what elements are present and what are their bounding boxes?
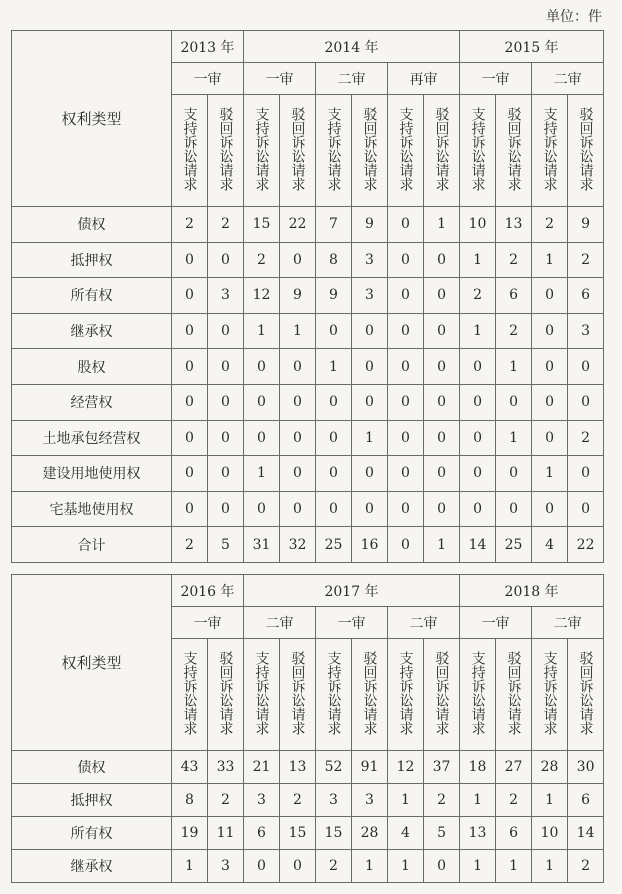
count-cell: 0: [424, 850, 460, 883]
result-column-label: 驳回诉讼请求: [433, 650, 450, 735]
count-cell: 0: [424, 384, 460, 420]
result-column-header: [496, 639, 532, 751]
count-cell: 1: [496, 349, 532, 385]
table-row: [12, 242, 604, 278]
count-cell: 1: [280, 313, 316, 349]
count-cell: 0: [352, 384, 388, 420]
count-cell: 1: [316, 349, 352, 385]
count-cell: 0: [388, 384, 424, 420]
count-cell: 0: [352, 456, 388, 492]
trial-level-header: 一审: [172, 607, 244, 639]
count-cell: 0: [172, 278, 208, 314]
trial-level-header: 一审: [460, 63, 532, 95]
result-column-header: [244, 639, 280, 751]
result-column-label: 驳回诉讼请求: [361, 106, 378, 191]
count-cell: 11: [208, 817, 244, 850]
count-cell: 1: [532, 242, 568, 278]
count-cell: 9: [316, 278, 352, 314]
count-cell: 13: [460, 817, 496, 850]
count-cell: 13: [496, 207, 532, 243]
count-cell: 0: [244, 349, 280, 385]
trial-level-header: 二审: [316, 63, 388, 95]
right-type-cell: 抵押权: [12, 242, 172, 278]
trial-level-header: 一审: [244, 63, 316, 95]
result-column-header: [280, 95, 316, 207]
count-cell: 25: [316, 527, 352, 563]
count-cell: 0: [316, 313, 352, 349]
count-cell: 0: [208, 420, 244, 456]
count-cell: 0: [316, 420, 352, 456]
count-cell: 0: [532, 278, 568, 314]
table-row: [12, 420, 604, 456]
count-cell: 3: [208, 278, 244, 314]
count-cell: 18: [460, 751, 496, 784]
right-type-cell: 所有权: [12, 278, 172, 314]
count-cell: 2: [532, 207, 568, 243]
right-type-cell: 继承权: [12, 850, 172, 883]
count-cell: 0: [172, 349, 208, 385]
count-cell: 2: [172, 207, 208, 243]
count-cell: 0: [460, 420, 496, 456]
table-row: [12, 207, 604, 243]
count-cell: 0: [244, 420, 280, 456]
result-column-label: 驳回诉讼请求: [217, 106, 234, 191]
result-column-label: 驳回诉讼请求: [289, 106, 306, 191]
count-cell: 0: [388, 242, 424, 278]
count-cell: 32: [280, 527, 316, 563]
count-cell: 0: [244, 850, 280, 883]
right-type-cell: 债权: [12, 207, 172, 243]
count-cell: 30: [568, 751, 604, 784]
result-column-header: [460, 639, 496, 751]
count-cell: 2: [208, 207, 244, 243]
count-cell: 0: [496, 491, 532, 527]
count-cell: 1: [460, 313, 496, 349]
count-cell: 0: [208, 313, 244, 349]
count-cell: 3: [208, 850, 244, 883]
right-type-cell: 抵押权: [12, 784, 172, 817]
count-cell: 5: [424, 817, 460, 850]
right-type-cell: 股权: [12, 349, 172, 385]
count-cell: 3: [352, 784, 388, 817]
count-cell: 4: [532, 527, 568, 563]
table-row: [12, 384, 604, 420]
count-cell: 0: [496, 384, 532, 420]
count-cell: 52: [316, 751, 352, 784]
count-cell: 0: [532, 491, 568, 527]
count-cell: 0: [388, 207, 424, 243]
count-cell: 2: [244, 242, 280, 278]
result-column-label: 支持诉讼请求: [181, 650, 198, 735]
result-column-header: [208, 95, 244, 207]
count-cell: 0: [424, 456, 460, 492]
count-cell: 2: [496, 242, 532, 278]
count-cell: 7: [316, 207, 352, 243]
count-cell: 0: [280, 491, 316, 527]
count-cell: 0: [460, 349, 496, 385]
result-column-header: [424, 639, 460, 751]
count-cell: 14: [460, 527, 496, 563]
count-cell: 15: [280, 817, 316, 850]
count-cell: 33: [208, 751, 244, 784]
count-cell: 2: [208, 784, 244, 817]
result-column-header: [316, 639, 352, 751]
count-cell: 0: [424, 242, 460, 278]
count-cell: 0: [460, 456, 496, 492]
count-cell: 0: [424, 420, 460, 456]
count-cell: 0: [388, 278, 424, 314]
count-cell: 0: [280, 456, 316, 492]
count-cell: 0: [532, 420, 568, 456]
count-cell: 0: [316, 491, 352, 527]
count-cell: 0: [280, 420, 316, 456]
count-cell: 1: [388, 784, 424, 817]
count-cell: 0: [172, 420, 208, 456]
table-row: [12, 456, 604, 492]
year-header: 2013 年: [172, 31, 244, 63]
year-header: 2016 年: [172, 575, 244, 607]
count-cell: 0: [172, 456, 208, 492]
count-cell: 0: [388, 313, 424, 349]
count-cell: 0: [208, 384, 244, 420]
right-type-cell: 合计: [12, 527, 172, 563]
count-cell: 0: [172, 491, 208, 527]
count-cell: 0: [424, 313, 460, 349]
result-column-label: 驳回诉讼请求: [217, 650, 234, 735]
count-cell: 9: [280, 278, 316, 314]
result-column-header: [496, 95, 532, 207]
count-cell: 8: [316, 242, 352, 278]
result-column-header: [460, 95, 496, 207]
count-cell: 0: [388, 491, 424, 527]
count-cell: 0: [388, 456, 424, 492]
count-cell: 3: [244, 784, 280, 817]
result-column-header: [208, 639, 244, 751]
count-cell: 1: [388, 850, 424, 883]
corner-header: 权利类型: [12, 575, 172, 751]
count-cell: 31: [244, 527, 280, 563]
result-column-header: [388, 95, 424, 207]
count-cell: 0: [532, 313, 568, 349]
count-cell: 1: [460, 784, 496, 817]
count-cell: 16: [352, 527, 388, 563]
result-column-header: [244, 95, 280, 207]
count-cell: 0: [172, 242, 208, 278]
trial-level-header: 一审: [316, 607, 388, 639]
count-cell: 91: [352, 751, 388, 784]
count-cell: 14: [568, 817, 604, 850]
count-cell: 1: [244, 456, 280, 492]
count-cell: 3: [352, 242, 388, 278]
count-cell: 0: [244, 384, 280, 420]
trial-level-header: 二审: [244, 607, 316, 639]
count-cell: 1: [532, 784, 568, 817]
count-cell: 22: [568, 527, 604, 563]
year-header-row: [12, 575, 604, 607]
count-cell: 6: [568, 278, 604, 314]
result-column-header: [568, 639, 604, 751]
count-cell: 2: [496, 313, 532, 349]
result-column-label: 支持诉讼请求: [541, 106, 558, 191]
result-column-header: [316, 95, 352, 207]
count-cell: 0: [460, 384, 496, 420]
year-header: 2018 年: [460, 575, 604, 607]
count-cell: 1: [532, 850, 568, 883]
count-cell: 6: [568, 784, 604, 817]
count-cell: 2: [280, 784, 316, 817]
count-cell: 0: [388, 349, 424, 385]
count-cell: 0: [424, 278, 460, 314]
table-row: [12, 349, 604, 385]
count-cell: 0: [208, 491, 244, 527]
case-table-2013-2015: [11, 30, 604, 563]
result-column-label: 驳回诉讼请求: [433, 106, 450, 191]
count-cell: 1: [532, 456, 568, 492]
count-cell: 2: [424, 784, 460, 817]
corner-header: 权利类型: [12, 31, 172, 207]
count-cell: 0: [460, 491, 496, 527]
count-cell: 2: [568, 420, 604, 456]
count-cell: 28: [532, 751, 568, 784]
result-column-header: [280, 639, 316, 751]
table-body: [12, 751, 604, 883]
count-cell: 8: [172, 784, 208, 817]
count-cell: 0: [208, 349, 244, 385]
count-cell: 2: [568, 242, 604, 278]
count-cell: 21: [244, 751, 280, 784]
count-cell: 2: [316, 850, 352, 883]
count-cell: 6: [244, 817, 280, 850]
table-row: [12, 278, 604, 314]
count-cell: 0: [388, 527, 424, 563]
count-cell: 0: [568, 456, 604, 492]
count-cell: 1: [424, 527, 460, 563]
count-cell: 9: [352, 207, 388, 243]
table-row: [12, 751, 604, 784]
count-cell: 2: [568, 850, 604, 883]
count-cell: 0: [316, 384, 352, 420]
result-column-label: 支持诉讼请求: [469, 650, 486, 735]
result-column-label: 支持诉讼请求: [397, 106, 414, 191]
table-row: [12, 527, 604, 563]
count-cell: 5: [208, 527, 244, 563]
count-cell: 0: [352, 491, 388, 527]
result-column-label: 支持诉讼请求: [325, 106, 342, 191]
result-column-header: [424, 95, 460, 207]
count-cell: 1: [172, 850, 208, 883]
right-type-cell: 债权: [12, 751, 172, 784]
result-column-label: 驳回诉讼请求: [577, 650, 594, 735]
result-column-label: 驳回诉讼请求: [505, 650, 522, 735]
count-cell: 27: [496, 751, 532, 784]
trial-level-header: 二审: [532, 607, 604, 639]
right-type-cell: 所有权: [12, 817, 172, 850]
count-cell: 0: [280, 850, 316, 883]
count-cell: 1: [496, 420, 532, 456]
count-cell: 1: [352, 850, 388, 883]
table-row: [12, 850, 604, 883]
count-cell: 15: [244, 207, 280, 243]
result-column-label: 支持诉讼请求: [181, 106, 198, 191]
trial-level-header: 二审: [532, 63, 604, 95]
table-body: [12, 207, 604, 563]
trial-level-header: 一审: [460, 607, 532, 639]
count-cell: 0: [172, 313, 208, 349]
count-cell: 4: [388, 817, 424, 850]
right-type-cell: 继承权: [12, 313, 172, 349]
count-cell: 2: [172, 527, 208, 563]
result-column-label: 支持诉讼请求: [397, 650, 414, 735]
result-column-header: [532, 95, 568, 207]
count-cell: 6: [496, 817, 532, 850]
count-cell: 0: [316, 456, 352, 492]
table-row: [12, 313, 604, 349]
count-cell: 15: [316, 817, 352, 850]
count-cell: 0: [568, 384, 604, 420]
count-cell: 0: [280, 242, 316, 278]
count-cell: 43: [172, 751, 208, 784]
result-column-header: [532, 639, 568, 751]
right-type-cell: 经营权: [12, 384, 172, 420]
count-cell: 2: [460, 278, 496, 314]
count-cell: 1: [244, 313, 280, 349]
right-type-cell: 土地承包经营权: [12, 420, 172, 456]
count-cell: 0: [208, 456, 244, 492]
count-cell: 9: [568, 207, 604, 243]
result-column-header: [352, 95, 388, 207]
count-cell: 2: [496, 784, 532, 817]
result-column-label: 支持诉讼请求: [469, 106, 486, 191]
unit-label: 单位：件: [546, 9, 602, 25]
count-cell: 0: [496, 456, 532, 492]
count-cell: 1: [352, 420, 388, 456]
count-cell: 1: [460, 850, 496, 883]
count-cell: 25: [496, 527, 532, 563]
count-cell: 0: [244, 491, 280, 527]
count-cell: 0: [208, 242, 244, 278]
result-column-header: [172, 639, 208, 751]
result-column-label: 支持诉讼请求: [253, 650, 270, 735]
count-cell: 0: [424, 349, 460, 385]
result-column-header: [172, 95, 208, 207]
count-cell: 12: [388, 751, 424, 784]
count-cell: 0: [568, 491, 604, 527]
trial-level-header: 再审: [388, 63, 460, 95]
count-cell: 12: [244, 278, 280, 314]
right-type-cell: 宅基地使用权: [12, 491, 172, 527]
count-cell: 0: [280, 349, 316, 385]
count-cell: 0: [352, 349, 388, 385]
right-type-cell: 建设用地使用权: [12, 456, 172, 492]
count-cell: 13: [280, 751, 316, 784]
count-cell: 37: [424, 751, 460, 784]
result-column-label: 支持诉讼请求: [325, 650, 342, 735]
year-header: 2014 年: [244, 31, 460, 63]
count-cell: 6: [496, 278, 532, 314]
trial-level-header: 一审: [172, 63, 244, 95]
result-column-label: 支持诉讼请求: [541, 650, 558, 735]
case-table-2016-2018: [11, 574, 604, 883]
count-cell: 0: [568, 349, 604, 385]
result-column-label: 驳回诉讼请求: [361, 650, 378, 735]
count-cell: 3: [352, 278, 388, 314]
table-row: [12, 491, 604, 527]
count-cell: 1: [460, 242, 496, 278]
count-cell: 0: [172, 384, 208, 420]
table-row: [12, 784, 604, 817]
count-cell: 1: [496, 850, 532, 883]
result-column-label: 驳回诉讼请求: [289, 650, 306, 735]
result-column-label: 驳回诉讼请求: [577, 106, 594, 191]
count-cell: 0: [532, 384, 568, 420]
count-cell: 0: [388, 420, 424, 456]
count-cell: 0: [424, 491, 460, 527]
result-column-header: [568, 95, 604, 207]
count-cell: 28: [352, 817, 388, 850]
year-header-row: [12, 31, 604, 63]
table-row: [12, 817, 604, 850]
count-cell: 0: [280, 384, 316, 420]
count-cell: 19: [172, 817, 208, 850]
count-cell: 3: [316, 784, 352, 817]
result-column-label: 驳回诉讼请求: [505, 106, 522, 191]
count-cell: 10: [460, 207, 496, 243]
result-column-header: [388, 639, 424, 751]
count-cell: 10: [532, 817, 568, 850]
result-column-label: 支持诉讼请求: [253, 106, 270, 191]
count-cell: 3: [568, 313, 604, 349]
count-cell: 0: [352, 313, 388, 349]
count-cell: 0: [532, 349, 568, 385]
trial-level-header: 二审: [388, 607, 460, 639]
result-column-header: [352, 639, 388, 751]
count-cell: 22: [280, 207, 316, 243]
year-header: 2017 年: [244, 575, 460, 607]
count-cell: 1: [424, 207, 460, 243]
year-header: 2015 年: [460, 31, 604, 63]
